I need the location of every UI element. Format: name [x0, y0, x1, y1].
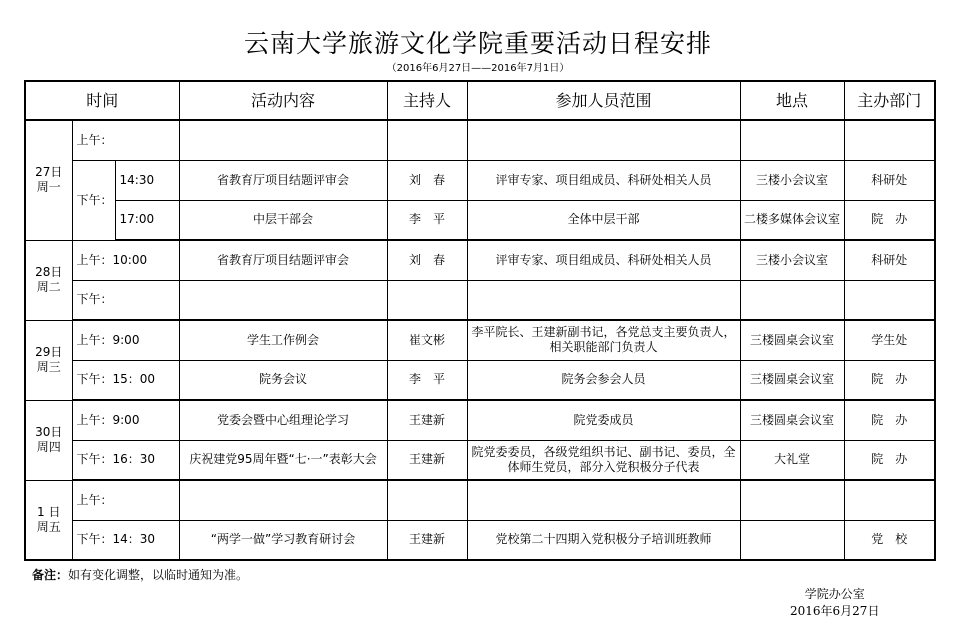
- table-row: [25, 280, 935, 320]
- participants-cell: 评审专家、项目组成员、科研处相关人员: [467, 160, 740, 200]
- activity-cell: “两学一做”学习教育研讨会: [179, 520, 387, 560]
- day-cell: [25, 120, 72, 240]
- dept-cell: 院 办: [844, 360, 935, 400]
- day-weekday: 周一: [36, 180, 61, 195]
- location-cell: 大礼堂: [740, 440, 844, 480]
- remark-label: 备注：: [32, 568, 69, 582]
- day-cell: [25, 320, 72, 400]
- signature-office: 学院办公室: [804, 587, 865, 601]
- location-cell: [740, 480, 844, 520]
- participants-cell: 评审专家、项目组成员、科研处相关人员: [467, 240, 740, 280]
- table-row: [25, 320, 935, 360]
- table-row: [25, 120, 935, 160]
- activity-cell: 学生工作例会: [179, 320, 387, 360]
- day-cell: [25, 240, 72, 320]
- participants-cell: 院党委委员，各级党组织书记、副书记、委员，全体师生党员，部分入党积极分子代表: [467, 440, 740, 480]
- day-weekday: 周五: [36, 519, 61, 534]
- dept-cell: 院 办: [844, 440, 935, 480]
- location-cell: 三楼小会议室: [740, 160, 844, 200]
- time-slot: 下午：: [72, 280, 179, 320]
- day-weekday: 周三: [36, 360, 61, 374]
- location-cell: 三楼圆桌会议室: [740, 360, 844, 400]
- header-location: 地点: [740, 81, 844, 120]
- dept-cell: [844, 280, 935, 320]
- participants-cell: 院务会参会人员: [467, 360, 740, 400]
- table-row: [25, 400, 935, 440]
- day-date: 28日: [35, 265, 63, 279]
- location-cell: [740, 120, 844, 160]
- dept-cell: [844, 480, 935, 520]
- dept-cell: 科研处: [844, 160, 935, 200]
- header-host: 主持人: [387, 81, 467, 120]
- host-cell: 王建新: [387, 440, 467, 480]
- participants-cell: 全体中层干部: [467, 200, 740, 240]
- host-cell: 王建新: [387, 520, 467, 560]
- header-dept: 主办部门: [844, 81, 935, 120]
- signature-date: 2016年6月27日: [790, 604, 880, 618]
- header-content: 活动内容: [179, 81, 387, 120]
- host-cell: 刘 春: [387, 240, 467, 280]
- time-slot: 下午：15：00: [72, 360, 179, 400]
- day-date: 29日: [35, 345, 63, 359]
- date-range: （2016年6月27日——2016年7月1日）: [386, 63, 570, 74]
- location-cell: 三楼圆桌会议室: [740, 320, 844, 360]
- dept-cell: 学生处: [844, 320, 935, 360]
- table-row: [25, 520, 935, 560]
- remark: [32, 566, 248, 583]
- time-slot: 下午：16：30: [72, 440, 179, 480]
- time-cell: 17:00: [115, 200, 179, 240]
- host-cell: 刘 春: [387, 160, 467, 200]
- time-slot: 上午：9:00: [72, 400, 179, 440]
- table-row: [25, 200, 935, 240]
- table-row: [25, 480, 935, 520]
- dept-cell: 院 办: [844, 400, 935, 440]
- host-cell: 王建新: [387, 400, 467, 440]
- location-cell: [740, 520, 844, 560]
- host-cell: 李 平: [387, 360, 467, 400]
- table-row: [25, 160, 935, 200]
- time-cell: 14:30: [115, 160, 179, 200]
- participants-cell: [467, 280, 740, 320]
- participants-cell: [467, 120, 740, 160]
- dept-cell: 科研处: [844, 240, 935, 280]
- time-slot: 上午：: [72, 480, 179, 520]
- dept-cell: 院 办: [844, 200, 935, 240]
- day-weekday: 周二: [36, 280, 61, 294]
- participants-cell: 党校第二十四期入党积极分子培训班教师: [467, 520, 740, 560]
- location-cell: 三楼小会议室: [740, 240, 844, 280]
- dept-cell: 党 校: [844, 520, 935, 560]
- day-cell: [25, 480, 72, 560]
- activity-cell: 院务会议: [179, 360, 387, 400]
- participants-cell: 李平院长、王建新副书记，各党总支主要负责人，相关职能部门负责人: [467, 320, 740, 360]
- time-slot: 上午：10:00: [72, 240, 179, 280]
- table-row: [25, 240, 935, 280]
- schedule-table: [24, 80, 936, 561]
- day-weekday: 周四: [36, 440, 61, 454]
- remark-text: 如有变化调整，以临时通知为准。: [68, 568, 249, 582]
- time-slot: 上午：9:00: [72, 320, 179, 360]
- day-date: 1 日: [37, 504, 61, 519]
- activity-cell: 党委会暨中心组理论学习: [179, 400, 387, 440]
- day-date: 30日: [35, 425, 63, 439]
- activity-cell: 省教育厅项目结题评审会: [179, 160, 387, 200]
- location-cell: [740, 280, 844, 320]
- activity-cell: [179, 120, 387, 160]
- host-cell: [387, 480, 467, 520]
- day-date: 27日: [35, 165, 63, 180]
- dept-cell: [844, 120, 935, 160]
- time-slot: 上午：: [72, 120, 179, 160]
- activity-cell: 庆祝建党95周年暨“七·一”表彰大会: [179, 440, 387, 480]
- header-participants: 参加人员范围: [467, 81, 740, 120]
- participants-cell: [467, 480, 740, 520]
- location-cell: 二楼多媒体会议室: [740, 200, 844, 240]
- activity-cell: 省教育厅项目结题评审会: [179, 240, 387, 280]
- host-cell: 崔文彬: [387, 320, 467, 360]
- host-cell: 李 平: [387, 200, 467, 240]
- table-row: [25, 440, 935, 480]
- activity-cell: 中层干部会: [179, 200, 387, 240]
- page-title: 云南大学旅游文化学院重要活动日程安排: [243, 29, 712, 58]
- activity-cell: [179, 480, 387, 520]
- header-row: [25, 81, 935, 120]
- activity-cell: [179, 280, 387, 320]
- signature-block: [790, 586, 879, 620]
- location-cell: 三楼圆桌会议室: [740, 400, 844, 440]
- time-slot: 下午：14：30: [72, 520, 179, 560]
- header-time: 时间: [25, 81, 179, 120]
- time-slot: 下午：: [72, 160, 115, 240]
- table-row: [25, 360, 935, 400]
- host-cell: [387, 120, 467, 160]
- host-cell: [387, 280, 467, 320]
- participants-cell: 院党委成员: [467, 400, 740, 440]
- day-cell: [25, 400, 72, 480]
